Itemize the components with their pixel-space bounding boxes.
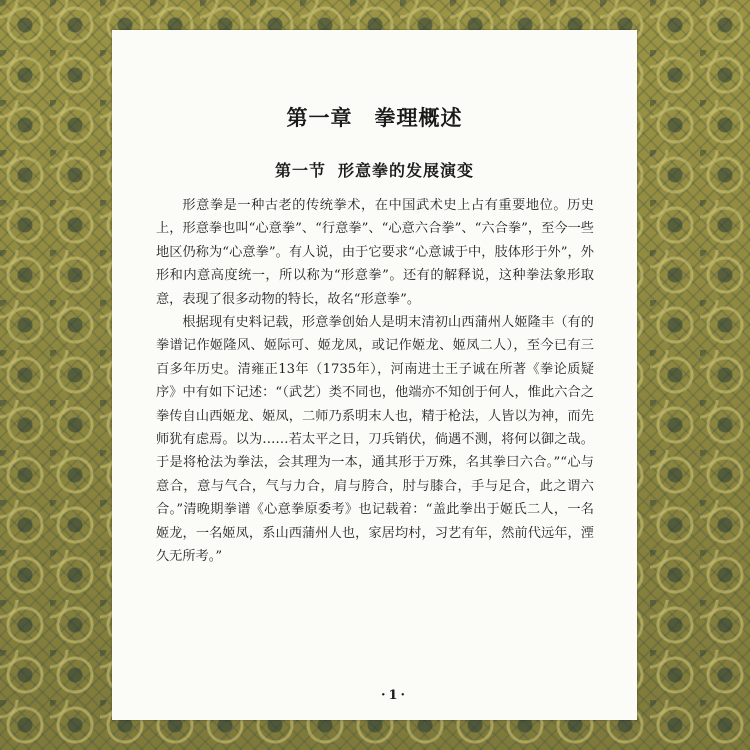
page-number: ·1·: [380, 688, 409, 703]
book-page: [112, 30, 637, 720]
paragraph: 根据现有史料记载，形意拳创始人是明末清初山西蒲州人姬隆丰（有的拳谱记作姬隆风、姬际可、姬龙凤，或记作姬龙、姬凤二人），至今已有三百多年历史。清雍正13年（1735年），河南进士王子诚在所著《拳论质疑序》中有如下记述：“（武艺）类不同也，他端亦不知创于何人，惟此六合之拳传自山西姬龙、姬凤，二师乃系明末人也，精于枪法，人皆以为神，而先师犹有虑焉。以为……若太平之日，刀兵销伏，倘遇不测，将何以御之哉。于是将枪法为拳法，会其理为一本，通其形于万殊，名其拳曰六合。”“心与意合，意与气合，气与力合，肩与胯合，肘与膝合，手与足合，此之谓六合。”清晚期拳谱《心意拳原委考》也记载着：“盖此拳出于姬氏二人，一名姬龙，一名姬凤，系山西蒲州人也，家居均村，习艺有年，然前代远年，湮久无所考。”: [156, 315, 594, 565]
chapter-title: 拳理概述: [374, 105, 463, 130]
chapter-number: 第一章: [286, 105, 353, 130]
section-number: 第一节: [274, 161, 326, 180]
section-heading: [112, 158, 637, 181]
body-text: [156, 194, 594, 569]
section-title: 形意拳的发展演变: [338, 161, 475, 180]
chapter-heading: [112, 102, 637, 132]
paragraph: 形意拳是一种古老的传统拳术，在中国武术史上占有重要地位。历史上，形意拳也叫“心意拳”、“行意拳”、“心意六合拳”、“六合拳”，至今一些地区仍称为“心意拳”。有人说，由于它要求“心意诚于中，肢体形于外”，外形和内意高度统一，所以称为“形意拳”。还有的解释说，这种拳法象形取意，表现了很多动物的特长，故名“形意拳”。: [156, 198, 594, 307]
